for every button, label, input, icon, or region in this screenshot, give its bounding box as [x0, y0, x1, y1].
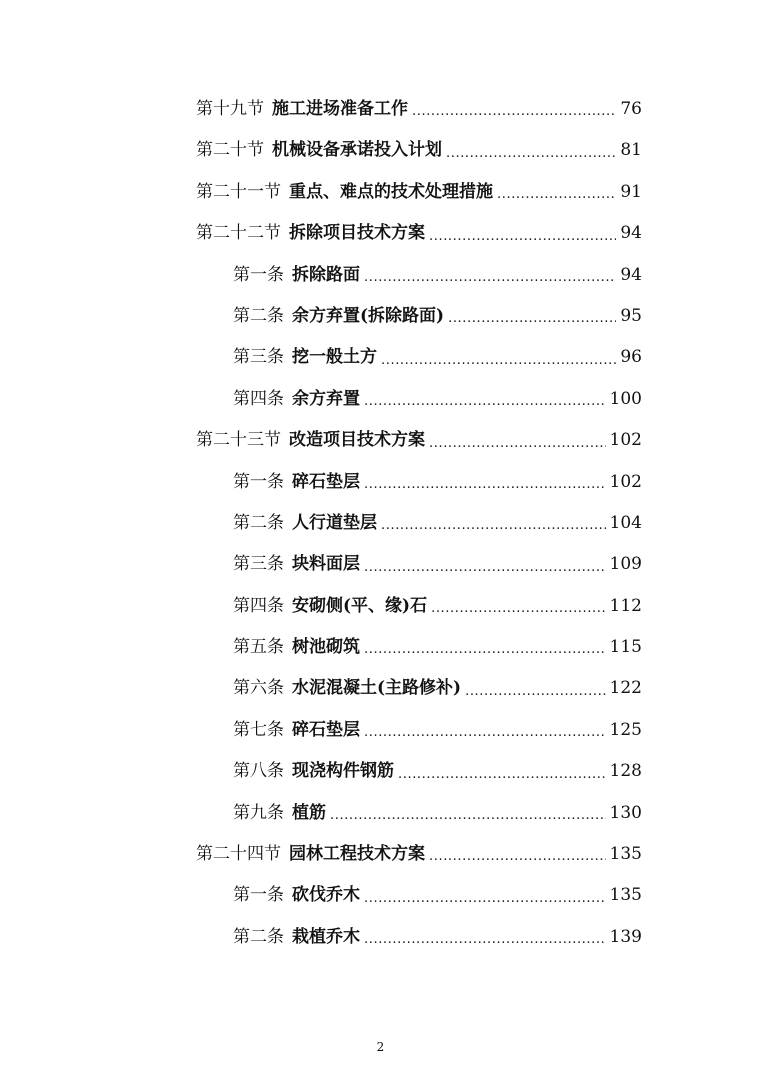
toc-entry-title: 碎石垫层 [292, 719, 360, 740]
toc-entry-page: 81 [620, 140, 642, 161]
toc-entry[interactable] [0, 462, 642, 503]
toc-entry-number: 第一条 [233, 471, 284, 492]
toc-entry[interactable] [0, 793, 642, 834]
toc-entry-number: 第二十节 [196, 140, 264, 161]
toc-entry-page: 102 [609, 430, 642, 451]
toc-dot-leader [465, 668, 605, 709]
toc-entry[interactable] [0, 834, 642, 875]
toc-entry-number: 第一条 [233, 885, 284, 906]
toc-dot-leader [381, 337, 616, 378]
toc-entry[interactable] [0, 296, 642, 337]
toc-dot-leader [429, 420, 606, 461]
toc-entry-number: 第八条 [233, 761, 284, 782]
toc-entry-number: 第二十二节 [196, 223, 281, 244]
toc-entry-page: 96 [620, 347, 642, 368]
toc-entry-number: 第二条 [233, 512, 284, 533]
toc-entry-title: 植筋 [292, 802, 326, 823]
toc-entry-title: 树池砌筑 [292, 637, 360, 658]
toc-entry-page: 139 [609, 926, 642, 947]
toc-entry-number: 第四条 [233, 388, 284, 409]
toc-dot-leader [431, 586, 605, 627]
toc-entry-title: 施工进场准备工作 [272, 99, 408, 119]
toc-entry[interactable] [0, 544, 642, 585]
toc-entry-title: 现浇构件钢筋 [292, 761, 394, 782]
toc-entry-page: 94 [620, 264, 642, 285]
toc-entry[interactable] [0, 627, 642, 668]
toc-entry-number: 第四条 [233, 595, 284, 616]
toc-entry-page: 130 [609, 802, 642, 823]
toc-dot-leader [381, 503, 606, 544]
toc-dot-leader [364, 627, 606, 668]
toc-entry-number: 第二十一节 [196, 181, 281, 202]
toc-entry-title: 余方弃置(拆除路面) [292, 305, 445, 326]
toc-entry-number: 第二十四节 [196, 844, 281, 865]
toc-entry-title: 碎石垫层 [292, 471, 360, 492]
toc-entry-page: 115 [609, 637, 642, 658]
toc-entry-page: 102 [609, 471, 642, 492]
toc-entry-number: 第二条 [233, 926, 284, 947]
toc-entry-title: 水泥混凝土(主路修补) [292, 678, 462, 699]
toc-entry-title: 栽植乔木 [292, 926, 360, 947]
toc-entry-number: 第十九节 [196, 99, 264, 119]
page-number: 2 [376, 1040, 385, 1054]
toc-entry[interactable] [0, 420, 642, 461]
toc-entry-number: 第三条 [233, 554, 284, 575]
toc-entry[interactable] [0, 668, 642, 709]
toc-entry-title: 重点、难点的技术处理措施 [289, 181, 493, 202]
toc-entry[interactable] [0, 917, 642, 958]
toc-entry-page: 125 [609, 719, 642, 740]
toc-entry-page: 112 [609, 595, 642, 616]
toc-entry-page: 135 [609, 844, 642, 865]
toc-entry-title: 安砌侧(平、缘)石 [292, 595, 428, 616]
toc-dot-leader [364, 875, 606, 916]
toc-entry-page: 122 [609, 678, 642, 699]
toc-entry[interactable] [0, 89, 642, 130]
toc-dot-leader [429, 834, 606, 875]
toc-entry[interactable] [0, 172, 642, 213]
toc-dot-leader [364, 917, 606, 958]
toc-dot-leader [497, 172, 616, 213]
toc-entry-page: 135 [609, 885, 642, 906]
toc-entry-page: 100 [609, 388, 642, 409]
toc-entry-title: 挖一般土方 [292, 347, 377, 368]
toc-entry[interactable] [0, 130, 642, 171]
toc-dot-leader [446, 130, 616, 171]
toc-entry-page: 109 [609, 554, 642, 575]
toc-entry[interactable] [0, 751, 642, 792]
toc-entry-title: 人行道垫层 [292, 512, 377, 533]
toc-dot-leader [364, 379, 606, 420]
toc-entry-number: 第一条 [233, 264, 284, 285]
toc-entry-number: 第七条 [233, 719, 284, 740]
toc-entry-page: 91 [620, 181, 642, 202]
toc-entry-page: 95 [620, 305, 642, 326]
toc-dot-leader [364, 462, 606, 503]
toc-entry-page: 94 [620, 223, 642, 244]
table-of-contents [0, 89, 761, 958]
toc-entry[interactable] [0, 503, 642, 544]
toc-dot-leader [364, 544, 606, 585]
toc-entry-number: 第三条 [233, 347, 284, 368]
toc-entry[interactable] [0, 255, 642, 296]
toc-entry[interactable] [0, 710, 642, 751]
toc-entry[interactable] [0, 337, 642, 378]
toc-entry[interactable] [0, 213, 642, 254]
toc-entry-number: 第六条 [233, 678, 284, 699]
toc-dot-leader [398, 751, 606, 792]
toc-entry-title: 机械设备承诺投入计划 [272, 140, 442, 161]
toc-entry-number: 第二十三节 [196, 430, 281, 451]
toc-dot-leader [429, 213, 616, 254]
toc-entry[interactable] [0, 379, 642, 420]
toc-entry-number: 第九条 [233, 802, 284, 823]
toc-dot-leader [448, 296, 616, 337]
toc-dot-leader [364, 710, 606, 751]
toc-entry-title: 改造项目技术方案 [289, 430, 425, 451]
toc-dot-leader [364, 255, 616, 296]
toc-entry-title: 园林工程技术方案 [289, 844, 425, 865]
toc-entry[interactable] [0, 875, 642, 916]
toc-entry[interactable] [0, 586, 642, 627]
toc-entry-title: 砍伐乔木 [292, 885, 360, 906]
toc-dot-leader [330, 793, 606, 834]
toc-entry-page: 76 [620, 99, 642, 119]
toc-entry-number: 第二条 [233, 305, 284, 326]
toc-entry-title: 拆除项目技术方案 [289, 223, 425, 244]
toc-entry-title: 余方弃置 [292, 388, 360, 409]
toc-entry-page: 104 [609, 512, 642, 533]
toc-entry-number: 第五条 [233, 637, 284, 658]
toc-entry-title: 块料面层 [292, 554, 360, 575]
toc-entry-page: 128 [609, 761, 642, 782]
toc-dot-leader [412, 89, 616, 130]
toc-entry-title: 拆除路面 [292, 264, 360, 285]
